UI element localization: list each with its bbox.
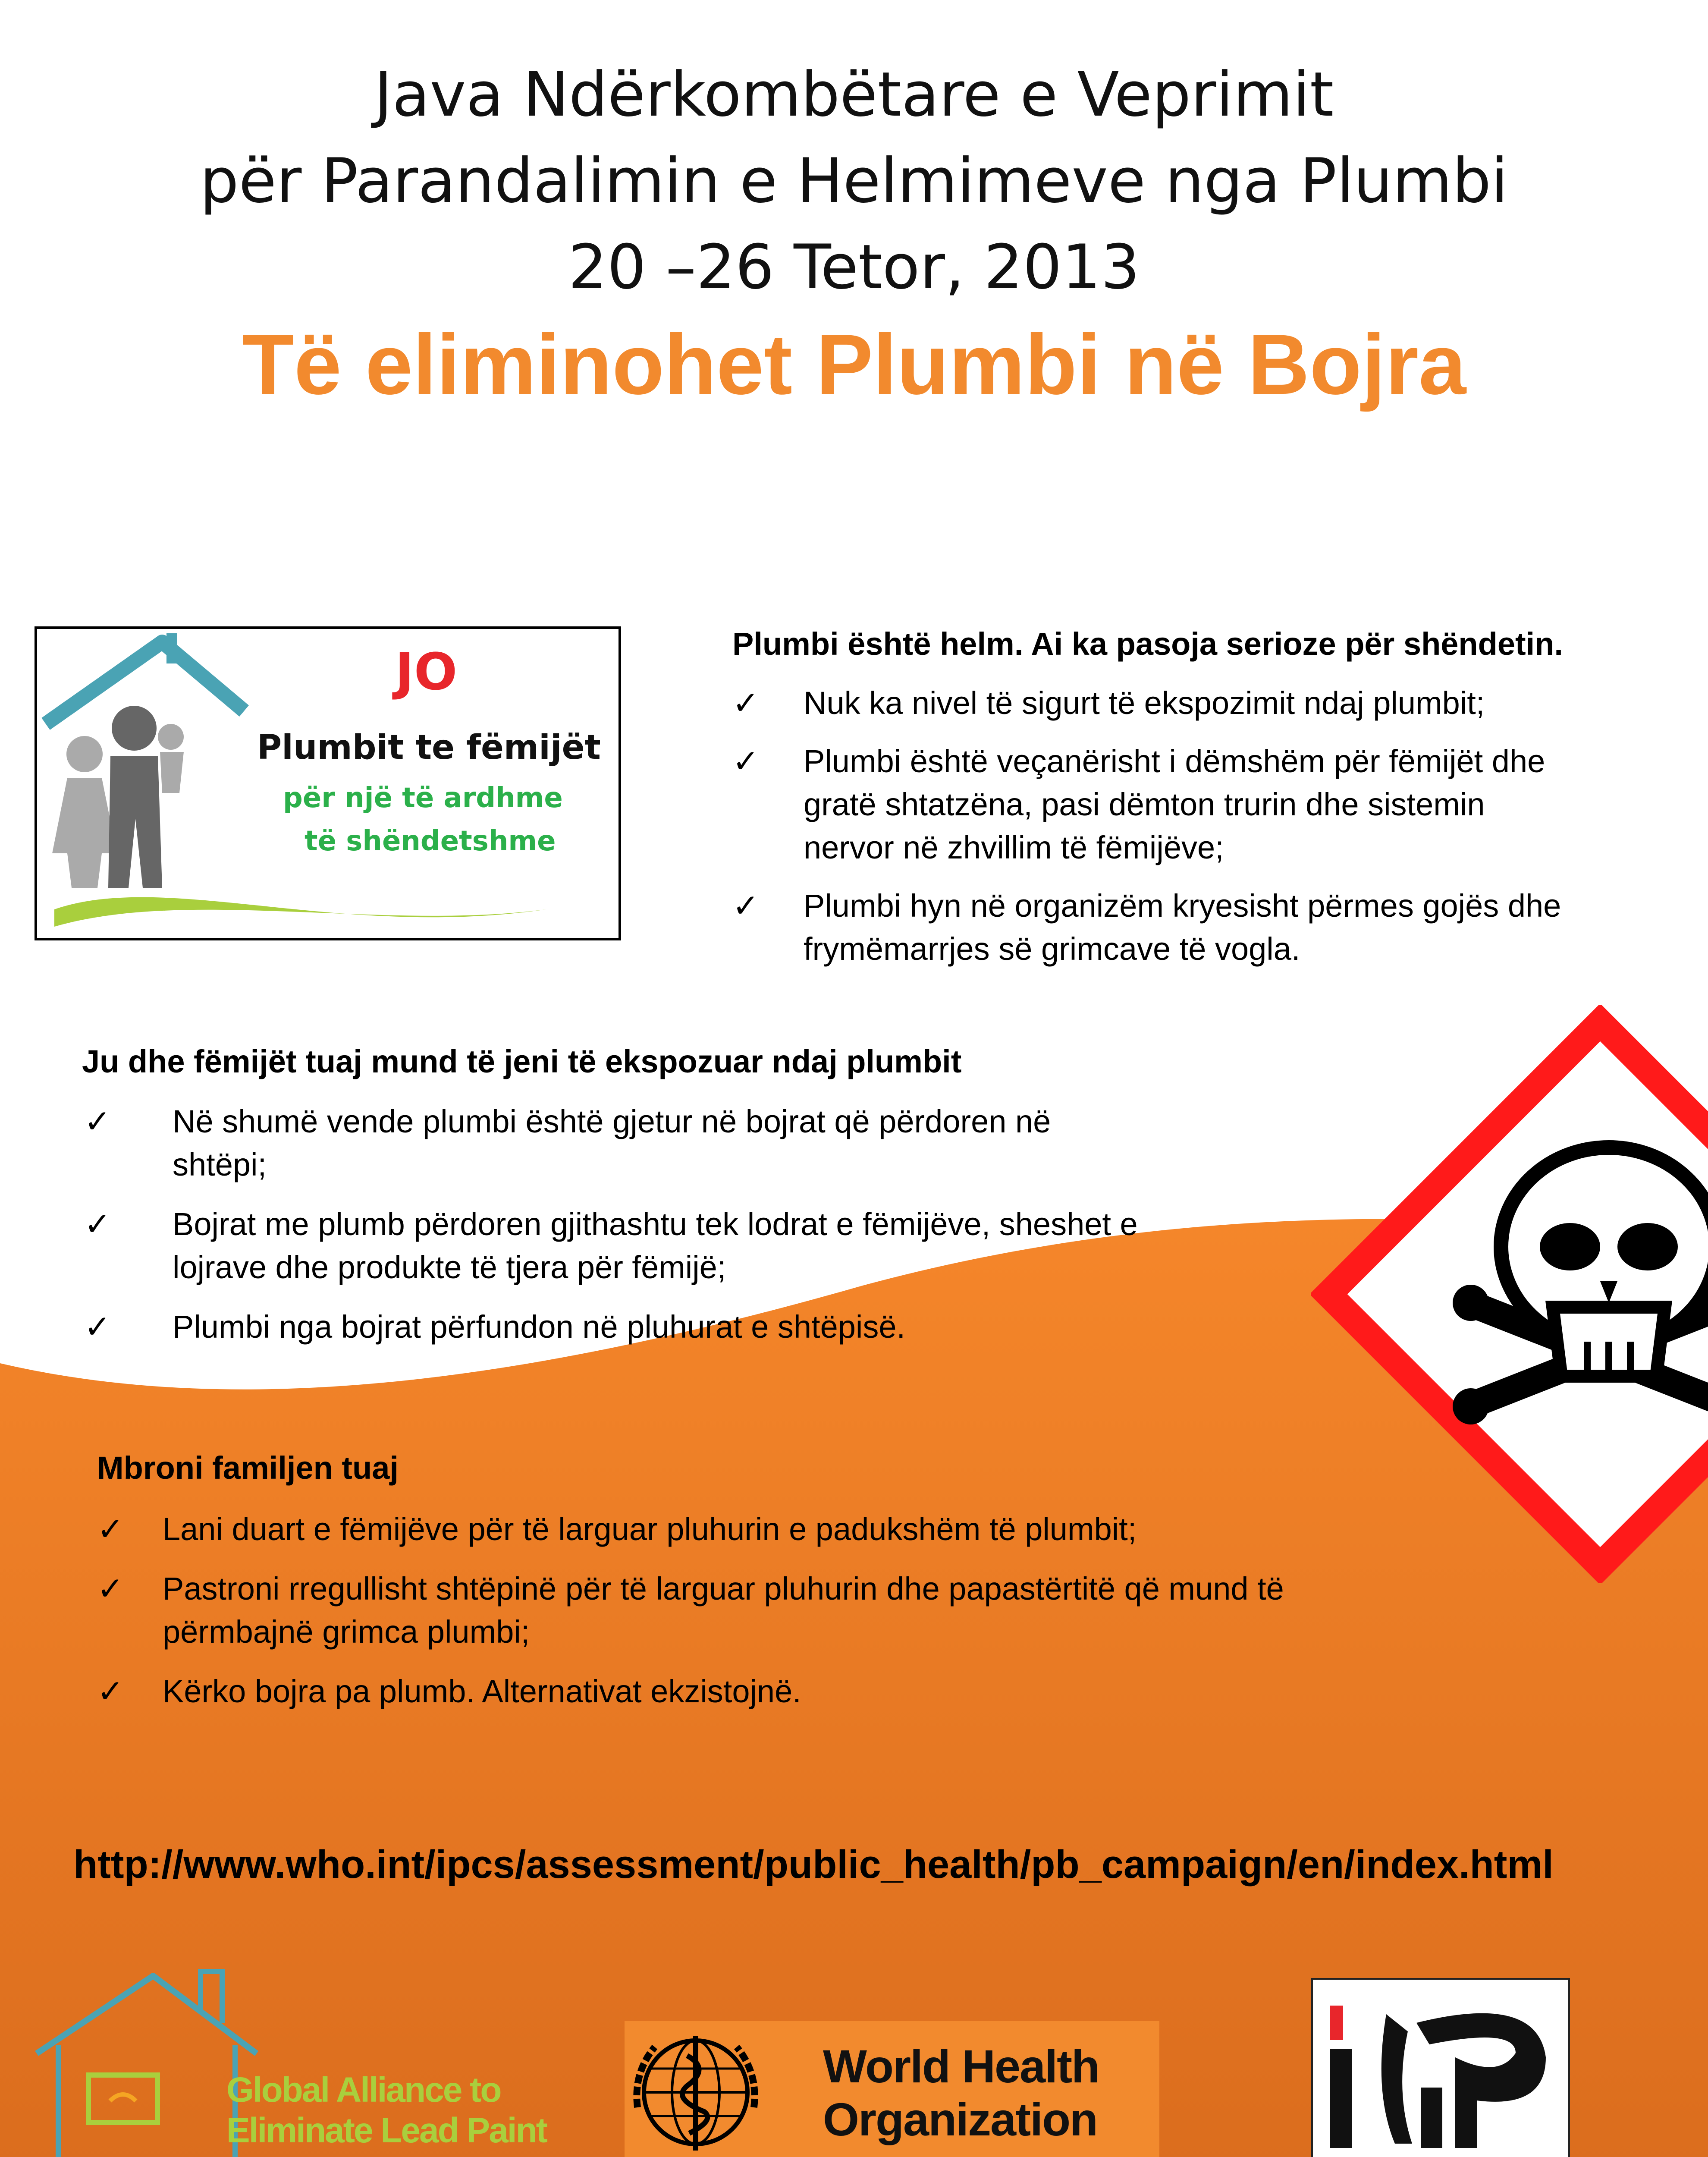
- check-icon: ✓: [732, 743, 760, 779]
- list-item: ✓ Plumbi nga bojrat përfundon në pluhurat e shtëpisë.: [82, 1305, 1333, 1349]
- exposure-list: [82, 1100, 1333, 1349]
- who-line-2: Organization: [823, 2093, 1098, 2145]
- list-item: ✓ Pastroni rregullisht shtëpinë për të larguar pluhurin dhe papastërtitë që mund të përmbajnë grimca plumbi;: [97, 1567, 1477, 1654]
- check-icon: ✓: [84, 1309, 111, 1345]
- title-line-2: për Parandalimin e Helmimeve nga Plumbi: [200, 145, 1508, 217]
- list-item: ✓ Lani duart e fëmijëve për të larguar pluhurin e padukshëm të plumbit;: [97, 1508, 1477, 1551]
- protect-list: [97, 1508, 1477, 1713]
- jo-campaign-logo: [35, 626, 621, 940]
- jo-line-3: të shëndetshme: [305, 825, 556, 857]
- title-line-1: Java Ndërkombëtare e Veprimit: [374, 59, 1334, 130]
- list-item: ✓ Në shumë vende plumbi është gjetur në bojrat që përdoren në shtëpi;: [82, 1100, 1333, 1186]
- check-icon: ✓: [97, 1673, 124, 1709]
- check-icon: ✓: [97, 1511, 124, 1547]
- poison-heading: Plumbi është helm. Ai ka pasoja serioze për shëndetin.: [732, 626, 1563, 662]
- gaelp-line-1: Global Alliance to: [226, 2070, 501, 2110]
- protect-heading: Mbroni familjen tuaj: [97, 1450, 399, 1486]
- list-item: ✓ Kërko bojra pa plumb. Alternativat ekzistojnë.: [97, 1670, 1477, 1713]
- who-logo: [625, 2021, 1159, 2157]
- poison-list: [732, 682, 1699, 971]
- campaign-url-link[interactable]: http://www.who.int/ipcs/assessment/public_health/pb_campaign/en/index.html: [73, 1843, 1554, 1887]
- list-item: ✓ Plumbi hyn në organizëm kryesisht përmes gojës dhe frymëmarrjes së grimcave të vogla.: [732, 884, 1699, 971]
- ishp-logo: [1311, 1978, 1570, 2157]
- list-item: ✓ Plumbi është veçanërisht i dëmshëm për fëmijët dhe gratë shtatzëna, pasi dëmton trurin dhe sistemin nervor në zhvillim të fëmijëve;: [732, 740, 1699, 869]
- list-item: ✓ Bojrat me plumb përdoren gjithashtu tek lodrat e fëmijëve, sheshet e lojrave dhe produkte të tjera për fëmijë;: [82, 1203, 1333, 1289]
- check-icon: ✓: [84, 1206, 111, 1242]
- who-emblem-icon: [625, 2021, 767, 2157]
- who-line-1: World Health: [823, 2040, 1099, 2092]
- skull-crossbones-hazard-icon: [1311, 1005, 1708, 1583]
- ishp-brush-logo-icon: [1313, 1980, 1568, 2157]
- jo-line-2: për një të ardhme: [283, 782, 563, 814]
- campaign-slogan: Të eliminohet Plumbi në Bojra: [242, 317, 1466, 412]
- exposure-heading: Ju dhe fëmijët tuaj mund të jeni të ekspozuar ndaj plumbit: [82, 1044, 962, 1079]
- gaelp-line-2: Eliminate Lead Paint: [226, 2111, 546, 2150]
- check-icon: ✓: [732, 685, 760, 721]
- check-icon: ✓: [732, 888, 760, 924]
- jo-line-1: Plumbit te fëmijët: [257, 728, 601, 767]
- title-dates: 20 –26 Tetor, 2013: [568, 232, 1140, 303]
- list-item: ✓ Nuk ka nivel të sigurt të ekspozimit ndaj plumbit;: [732, 682, 1699, 725]
- jo-text: JO: [395, 642, 458, 701]
- check-icon: ✓: [97, 1571, 124, 1607]
- check-icon: ✓: [84, 1104, 111, 1139]
